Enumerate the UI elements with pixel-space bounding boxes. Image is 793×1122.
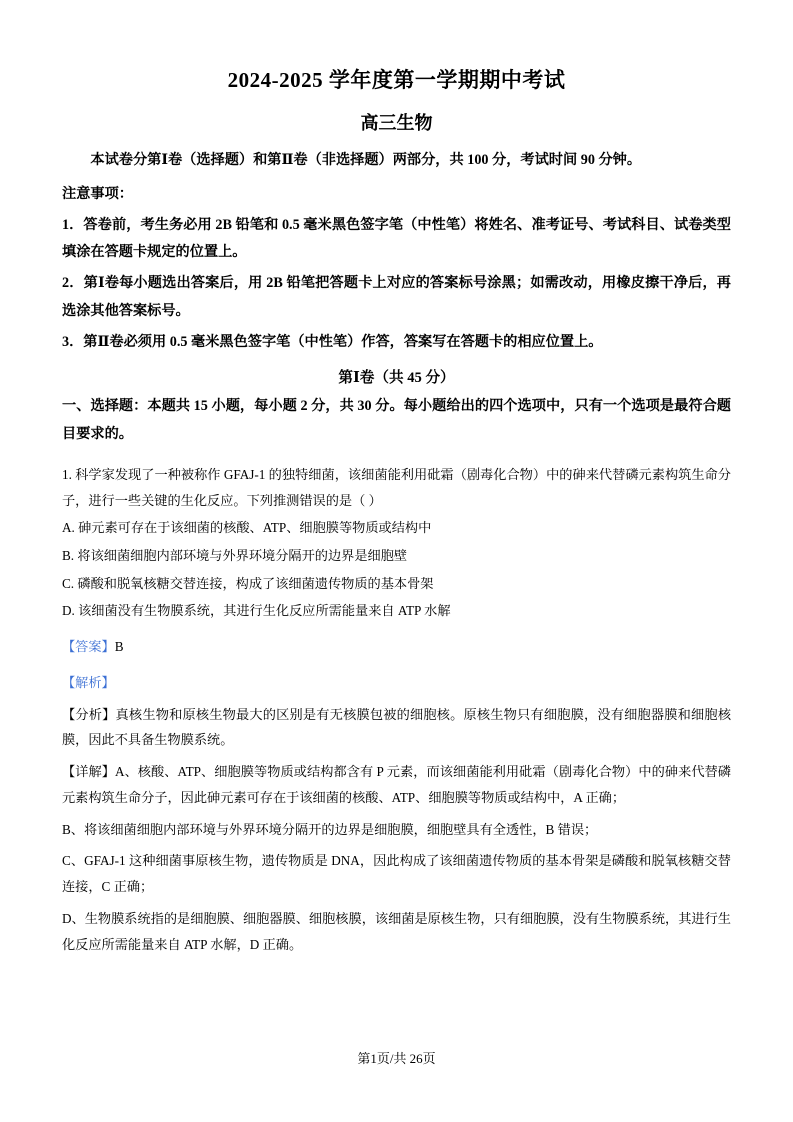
answer-line (62, 634, 731, 660)
question-option-b: B. 将该细菌细胞内部环境与外界环境分隔开的边界是细胞壁 (62, 547, 408, 563)
analysis-text: 真核生物和原核生物最大的区别是有无核膜包被的细胞核。原核生物只有细胞膜，没有细胞器膜和细胞核膜，因此不具备生物膜系统。 (62, 706, 732, 748)
detail-text-a: A、核酸、ATP、细胞膜等物质或结构都含有 P 元素，而该细菌能利用砒霜（剧毒化合物）中的砷来代替磷元素构筑生命分子，因此砷元素可存在于该细菌的核酸、ATP、细胞膜等物质或结构中，A 正确； (62, 764, 731, 805)
detail-paragraph-d: D、生物膜系统指的是细胞膜、细胞器膜、细胞核膜，该细菌是原核生物，只有细胞膜，没有生物膜系统，其进行生化反应所需能量来自 ATP 水解，D 正确。 (62, 910, 731, 952)
question-stem: 1. 科学家发现了一种被称作 GFAJ-1 的独特细菌，该细菌能利用砒霜（剧毒化合物）中的砷来代替磷元素构筑生命分子，进行一些关键的生化反应。下列推测错误的是（ ） (62, 466, 731, 508)
explanation-tag: 【解析】 (62, 674, 115, 690)
answer-tag: 【答案】 (62, 639, 115, 655)
explanation-line (62, 670, 731, 696)
page-footer: 第1页/共 26页 (357, 1051, 436, 1066)
exam-intro: 本试卷分第Ⅰ卷（选择题）和第Ⅱ卷（非选择题）两部分，共 100 分，考试时间 90 分钟。 (90, 152, 642, 169)
analysis-label: 【分析】 (62, 706, 116, 722)
notice-item-3: 3．第Ⅱ卷必须用 0.5 毫米黑色签字笔（中性笔）作答，答案写在答题卡的相应位置上。 (62, 333, 603, 350)
analysis-paragraph (62, 702, 731, 753)
notice-heading: 注意事项： (62, 185, 133, 202)
detail-paragraph-a (62, 759, 731, 810)
page-title: 2024-2025 学年度第一学期期中考试 (227, 68, 566, 92)
notice-item-1: 1．答卷前，考生务必用 2B 铅笔和 0.5 毫米黑色签字笔（中性笔）将姓名、准考证号、考试科目、试卷类型填涂在答题卡规定的位置上。 (62, 216, 731, 261)
question-option-a: A. 砷元素可存在于该细菌的核酸、ATP、细胞膜等物质或结构中 (62, 520, 432, 536)
detail-label: 【详解】 (62, 764, 115, 780)
answer-value: B (114, 639, 124, 655)
question-option-d: D. 该细菌没有生物膜系统，其进行生化反应所需能量来自 ATP 水解 (62, 603, 451, 619)
detail-paragraph-b: B、将该细菌细胞内部环境与外界环境分隔开的边界是细胞膜，细胞壁具有全透性，B 错误； (62, 821, 598, 837)
section-intro: 一、选择题：本题共 15 小题，每小题 2 分，共 30 分。每小题给出的四个选项中，只有一个选项是最符合题目要求的。 (62, 398, 731, 442)
notice-item-2: 2．第Ⅰ卷每小题选出答案后，用 2B 铅笔把答题卡上对应的答案标号涂黑；如需改动，用橡皮擦干净后，再选涂其他答案标号。 (62, 275, 731, 319)
page-subtitle: 高三生物 (360, 113, 433, 134)
section-header: 第Ⅰ卷（共 45 分） (338, 370, 455, 387)
question-option-c: C. 磷酸和脱氧核糖交替连接，构成了该细菌遗传物质的基本骨架 (62, 575, 434, 591)
detail-paragraph-c: C、GFAJ-1 这种细菌事原核生物，遗传物质是 DNA，因此构成了该细菌遗传物质的基本骨架是磷酸和脱氧核糖交替连接，C 正确； (62, 853, 731, 895)
